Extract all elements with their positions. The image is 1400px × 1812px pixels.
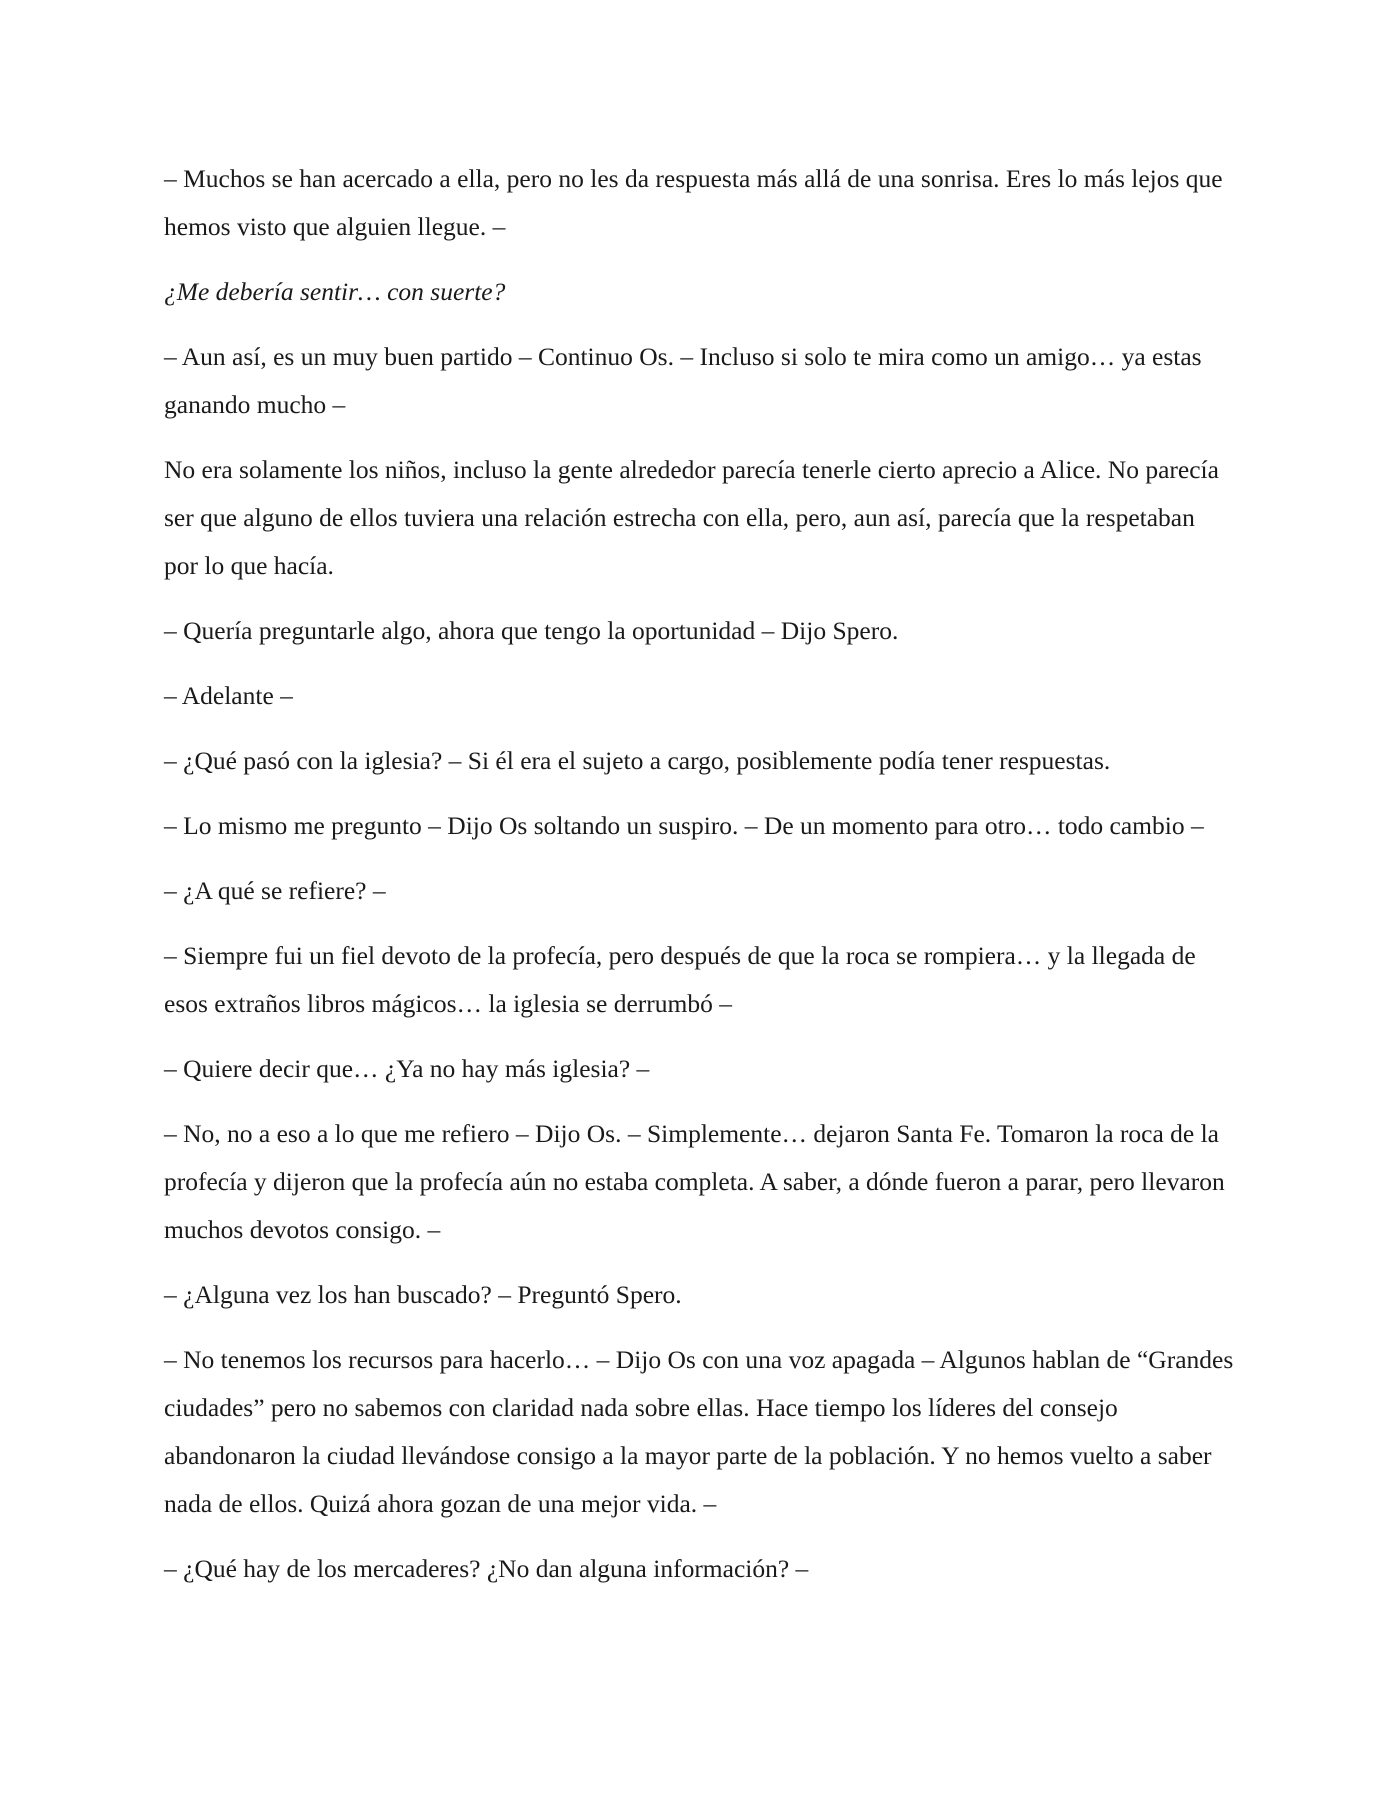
document-page bbox=[164, 155, 1234, 1610]
paragraph: – Siempre fui un fiel devoto de la profecía, pero después de que la roca se rompiera… y la llegada de esos extraños libros mágicos… la iglesia se derrumbó – bbox=[164, 941, 1196, 1018]
paragraph: – Muchos se han acercado a ella, pero no les da respuesta más allá de una sonrisa. Eres lo más lejos que hemos visto que alguien llegue. – bbox=[164, 164, 1223, 241]
paragraph: – ¿Qué hay de los mercaderes? ¿No dan alguna información? – bbox=[164, 1554, 809, 1583]
paragraph: – ¿Alguna vez los han buscado? – Preguntó Spero. bbox=[164, 1280, 682, 1309]
paragraph: – Adelante – bbox=[164, 681, 293, 710]
paragraph: – Quiere decir que… ¿Ya no hay más iglesia? – bbox=[164, 1054, 650, 1083]
paragraph: – ¿A qué se refiere? – bbox=[164, 876, 386, 905]
paragraph: No era solamente los niños, incluso la gente alrededor parecía tenerle cierto aprecio a Alice. No parecía ser que alguno de ellos tuviera una relación estrecha con ella, pero, aun así, parecía que la respetaban por lo que hacía. bbox=[164, 455, 1219, 580]
paragraph: – Lo mismo me pregunto – Dijo Os soltando un suspiro. – De un momento para otro… todo cambio – bbox=[164, 811, 1204, 840]
paragraph: – Aun así, es un muy buen partido – Continuo Os. – Incluso si solo te mira como un amigo… ya estas ganando mucho – bbox=[164, 342, 1202, 419]
paragraph-italic-thought: ¿Me debería sentir… con suerte? bbox=[164, 277, 506, 306]
paragraph: – No, no a eso a lo que me refiero – Dijo Os. – Simplemente… dejaron Santa Fe. Tomaron la roca de la profecía y dijeron que la profecía aún no estaba completa. A saber, a dónde fueron a parar, pero llevaron muchos devotos consigo. – bbox=[164, 1119, 1225, 1244]
paragraph: – Quería preguntarle algo, ahora que tengo la oportunidad – Dijo Spero. bbox=[164, 616, 899, 645]
paragraph: – No tenemos los recursos para hacerlo… – Dijo Os con una voz apagada – Algunos hablan de “Grandes ciudades” pero no sabemos con claridad nada sobre ellas. Hace tiempo los líderes del consejo abandonaron la ciudad llevándose consigo a la mayor parte de la población. Y no hemos vuelto a saber nada de ellos. Quizá ahora gozan de una mejor vida. – bbox=[164, 1345, 1234, 1518]
paragraph: – ¿Qué pasó con la iglesia? – Si él era el sujeto a cargo, posiblemente podía tener respuestas. bbox=[164, 746, 1111, 775]
